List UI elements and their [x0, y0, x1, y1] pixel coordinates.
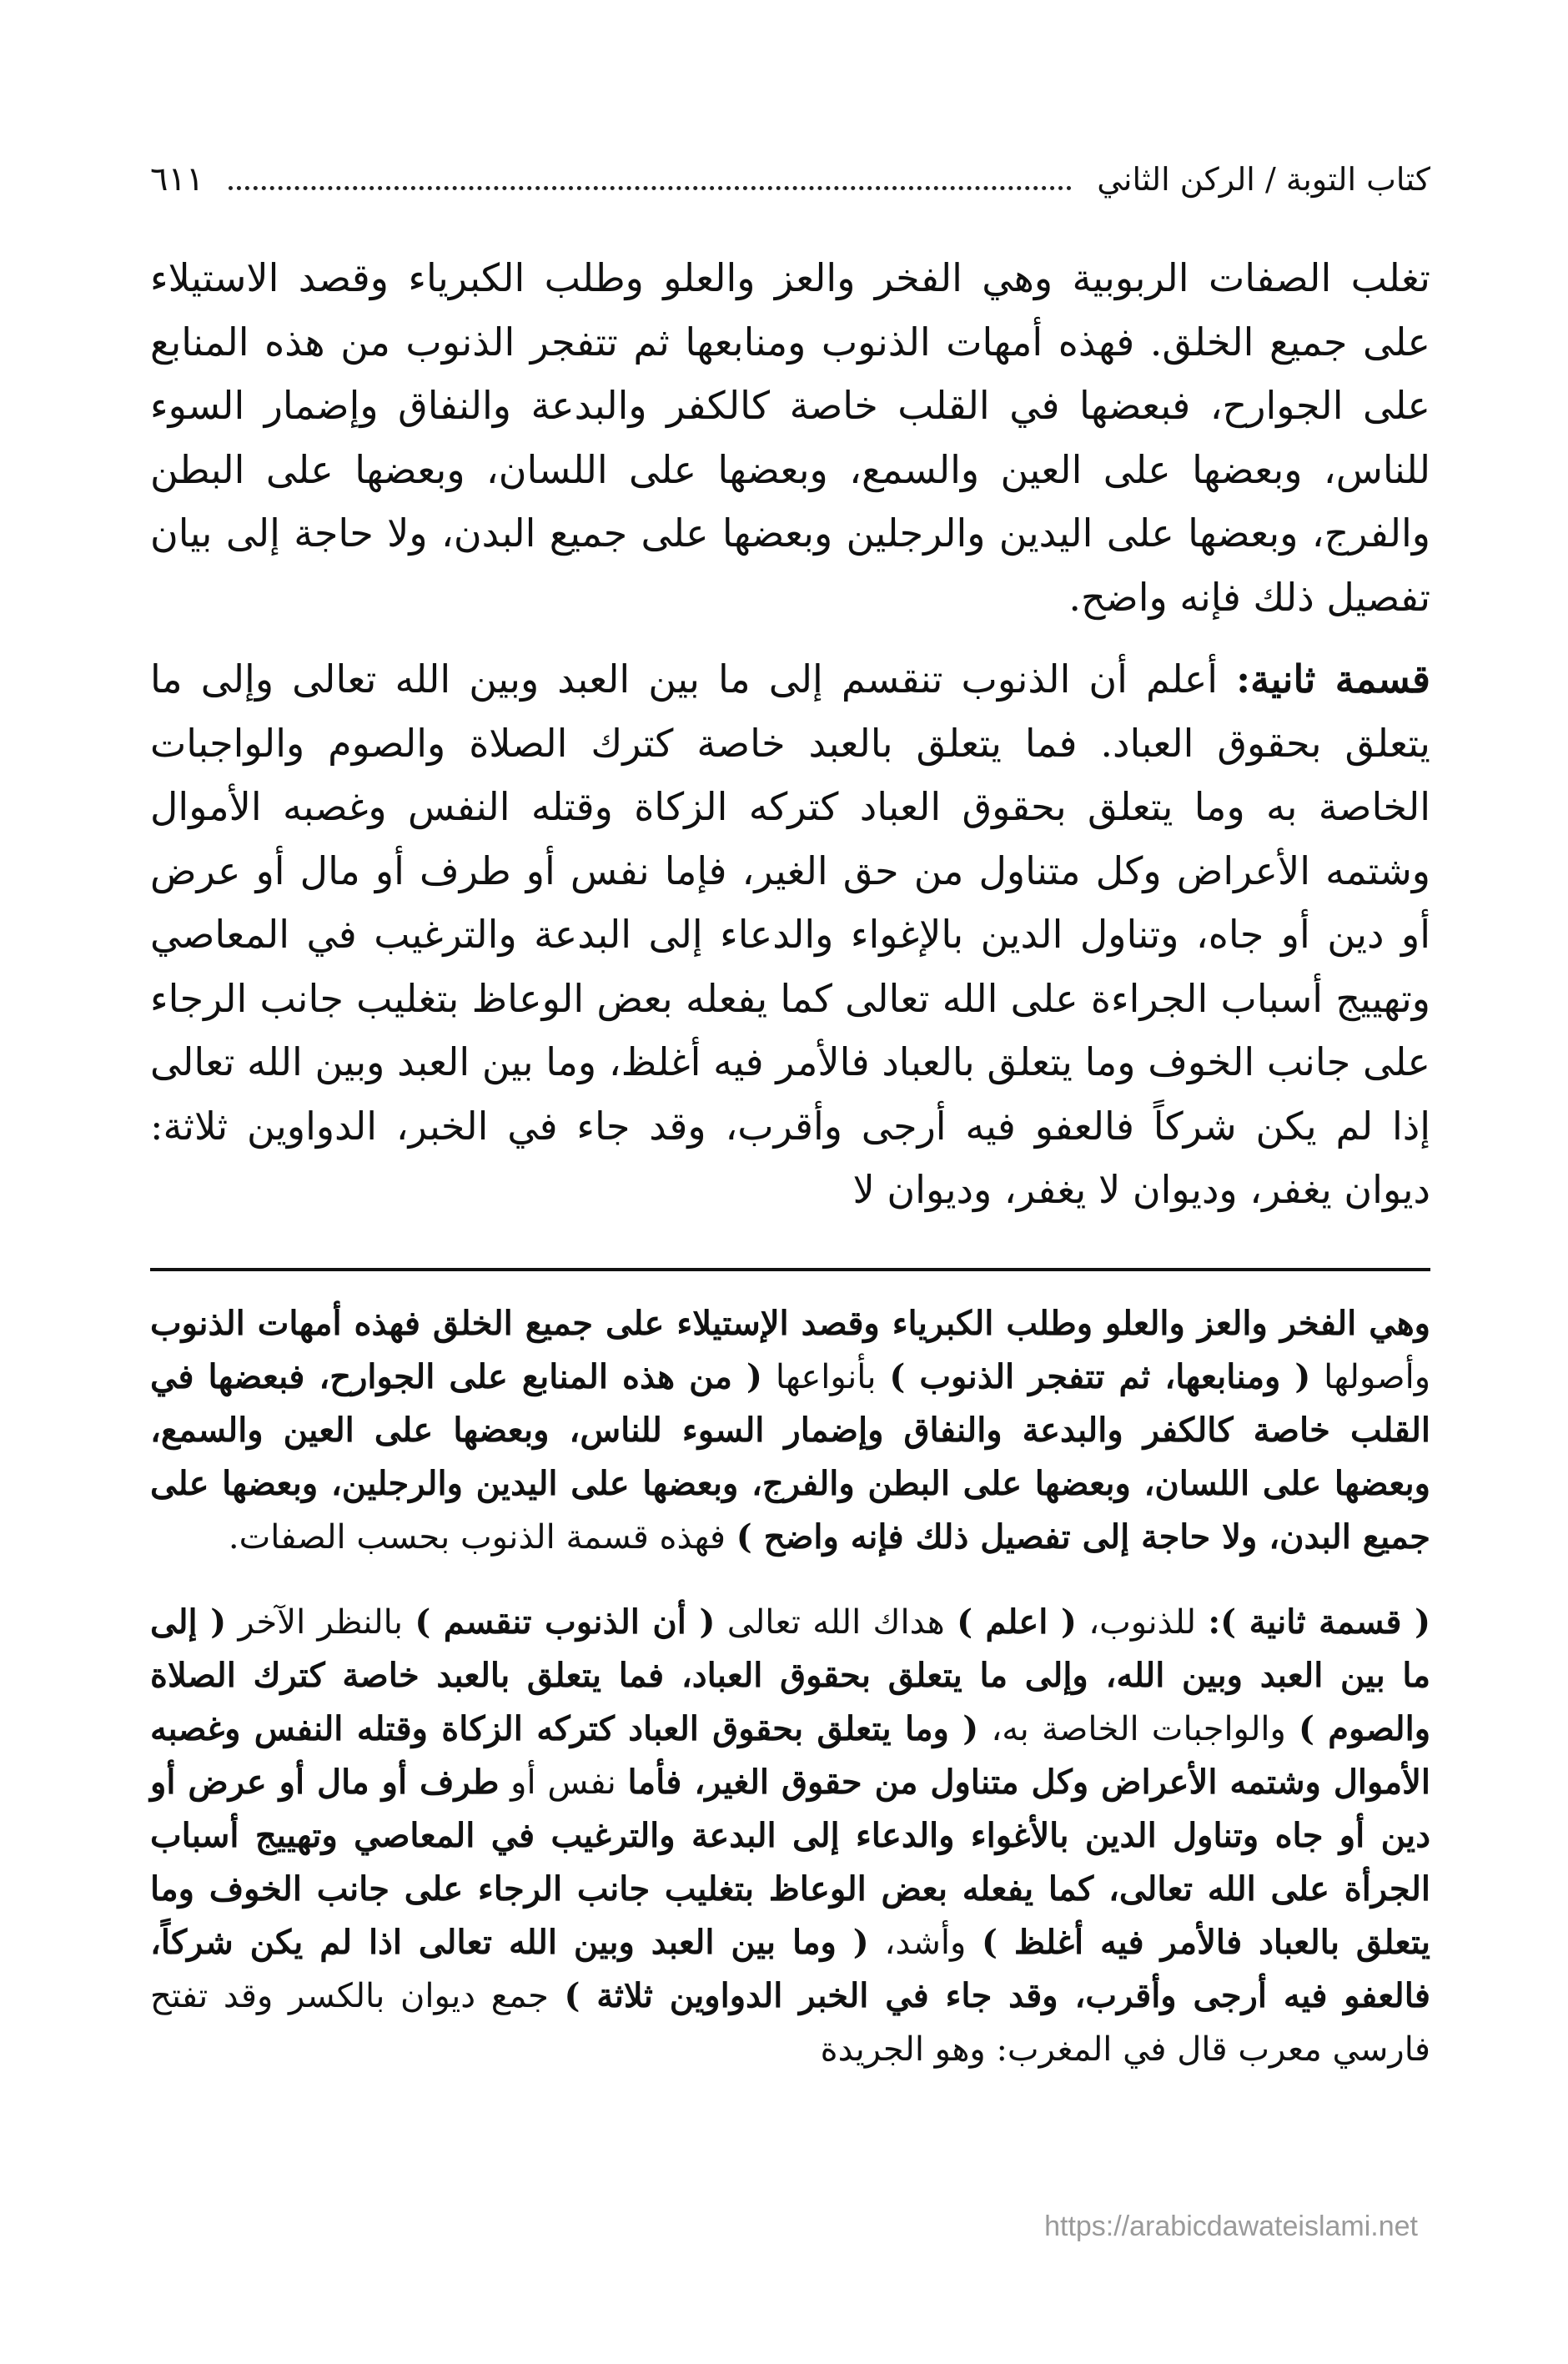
commentary-text: نفس أو	[510, 1763, 616, 1802]
commentary-paragraph-2	[150, 1596, 1430, 2076]
commentary	[150, 1297, 1430, 2076]
commentary-text: فهذه قسمة الذنوب بحسب الصفات.	[228, 1518, 726, 1557]
source-url-watermark: https://arabicdawateislami.net	[1044, 2211, 1418, 2242]
page-number: ٦١١	[150, 160, 204, 199]
commentary-text: هداك الله تعالى	[726, 1603, 945, 1642]
commentary-text: وأشد،	[884, 1924, 967, 1962]
quoted-text: طرف أو مال أو عرض أو دين أو جاه وتناول الدين بالأغواء والدعاء إلى البدعة والترغيب في المعاصي وتهييج أسباب الجرأة على الله تعالى، كما يفعله بعض الوعاظ بتغليب جانب الرجاء على جانب الخوف وما يتعلق بالعباد فالأمر فيه أغلظ )	[150, 1763, 1431, 1962]
chapter-title: كتاب التوبة / الركن الثاني	[1097, 161, 1430, 198]
commentary-text: للذنوب،	[1088, 1603, 1197, 1642]
main-paragraph-2-text: أعلم أن الذنوب تنقسم إلى ما بين العبد وبين الله تعالى وإلى ما يتعلق بحقوق العباد. فما يتعلق بالعبد خاصة كترك الصلاة والصوم والواجبات الخاصة به وما يتعلق بحقوق العباد كتركه الزكاة وقتله النفس وغصبه الأموال وشتمه الأعراض وكل متناول من حق الغير، فإما نفس أو طرف أو مال أو عرض أو دين أو جاه، وتناول الدين بالإغواء والدعاء إلى البدعة والترغيب في المعاصي وتهييج أسباب الجراءة على الله تعالى كما يفعله بعض الوعاظ بتغليب جانب الرجاء على جانب الخوف وما يتعلق بالعباد فالأمر فيه أغلظ، وما بين العبد وبين الله تعالى إذا لم يكن شركاً فالعفو فيه أرجى وأقرب، وقد جاء في الخبر، الدواوين ثلاثة: ديوان يغفر، وديوان لا يغفر، وديوان لا	[150, 656, 1430, 1212]
commentary-text: بالنظر الآخر	[238, 1603, 403, 1642]
quoted-text: ( قسمة ثانية ):	[1208, 1602, 1430, 1642]
commentary-text: والواجبات الخاصة به،	[991, 1710, 1286, 1748]
running-header	[150, 150, 1430, 209]
quoted-text: ( من هذه المنابع على الجوارح، فبعضها في القلب خاصة كالكفر والبدعة والنفاق وإضمار السوء للناس، وبعضها على العين والسمع، وبعضها على اللسان، وبعضها على البطن والفرج، وبعضها على اليدين والرجلين، وبعضها على جميع البدن، ولا حاجة إلى تفصيل ذلك فإنه واضح )	[150, 1357, 1430, 1557]
main-paragraph-2	[150, 647, 1430, 1222]
commentary-text: وأصولها	[1324, 1358, 1431, 1396]
quoted-text: ( ومنابعها، ثم تتفجر الذنوب )	[889, 1357, 1311, 1396]
commentary-text: بأنواعها	[775, 1358, 877, 1396]
main-paragraph-1: تغلب الصفات الربوبية وهي الفخر والعز والعلو وطلب الكبرياء وقصد الاستيلاء على جميع الخلق. فهذه أمهات الذنوب ومنابعها ثم تتفجر الذنوب من هذه المنابع على الجوارح، فبعضها في القلب خاصة كالكفر والبدعة والنفاق وإضمار السوء للناس، وبعضها على العين والسمع، وبعضها على اللسان، وبعضها على البطن والفرج، وبعضها على اليدين والرجلين وبعضها على جميع البدن، ولا حاجة إلى بيان تفصيل ذلك فإنه واضح.	[150, 255, 1430, 620]
quoted-text: ( إلى ما بين العبد وبين الله، وإلى ما يتعلق بحقوق العباد، فما يتعلق بالعبد خاصة كترك الصلاة والصوم )	[150, 1602, 1431, 1748]
main-text	[150, 246, 1430, 1222]
quoted-text: ( وما يتعلق بحقوق العباد كتركه الزكاة وقتله النفس وغصبه الأموال وشتمه الأعراض وكل متناول من حقوق الغير، فأما	[150, 1709, 1431, 1802]
quoted-text: وهي الفخر والعز والعلو وطلب الكبرياء وقصد الإستيلاء على جميع الخلق فهذه أمهات الذنوب	[150, 1304, 1430, 1343]
commentary-text: جمع ديوان بالكسر وقد تفتح فارسي معرب قال في المغرب: وهو الجريدة	[150, 1977, 1430, 2069]
section-heading: قسمة ثانية:	[1236, 656, 1430, 702]
commentary-paragraph-1	[150, 1297, 1430, 1564]
quoted-text: ( وما بين العبد وبين الله تعالى اذا لم يكن شركاً، فالعفو فيه أرجى وأقرب، وقد جاء في الخبر الدواوين ثلاثة )	[150, 1923, 1431, 2015]
header-dotted-leader	[229, 186, 1072, 190]
footnote-separator	[150, 1268, 1430, 1271]
quoted-text: ( اعلم )	[957, 1602, 1077, 1642]
quoted-text: ( أن الذنوب تنقسم )	[415, 1602, 716, 1642]
